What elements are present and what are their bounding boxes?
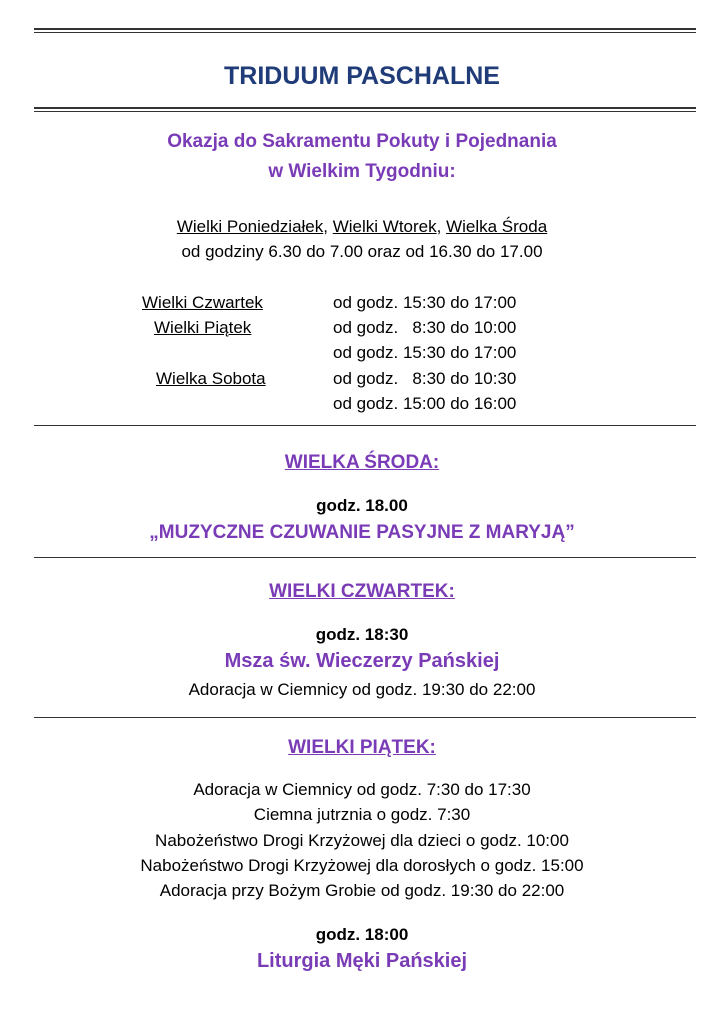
- thursday-time: godz. 18:30: [315, 625, 409, 644]
- schedule-day-friday: Wielki Piątek: [154, 318, 252, 337]
- wednesday-heading: WIELKA ŚRODA:: [284, 452, 440, 473]
- divider-2: [34, 557, 696, 558]
- wednesday-event: „MUZYCZNE CZUWANIE PASYJNE Z MARYJĄ”: [149, 522, 575, 543]
- schedule-time-friday-1: od godz. 8:30 do 10:00: [333, 318, 517, 337]
- weekday-tuesday: Wielki Wtorek: [332, 217, 437, 236]
- schedule-day-thursday: Wielki Czwartek: [142, 293, 263, 312]
- friday-event: Liturgia Męki Pańskiej: [256, 950, 468, 972]
- schedule-time-saturday-2: od godz. 15:00 do 16:00: [333, 394, 517, 413]
- friday-item-4: Nabożeństwo Drogi Krzyżowej dla dorosłych o godz. 15:00: [140, 856, 584, 875]
- confession-heading-line2: w Wielkim Tygodniu:: [268, 161, 456, 182]
- weekdays-line: [0, 217, 724, 237]
- divider-3: [34, 717, 696, 718]
- schedule-time-friday-2: od godz. 15:30 do 17:00: [333, 343, 517, 362]
- wednesday-time: godz. 18.00: [316, 496, 408, 515]
- weekday-monday: Wielki Poniedziałek: [176, 217, 324, 236]
- schedule-time-saturday-1: od godz. 8:30 do 10:30: [333, 369, 517, 388]
- top-double-rule: [34, 28, 696, 33]
- friday-heading: WIELKI PIĄTEK:: [288, 737, 436, 758]
- title-double-rule: [34, 107, 696, 112]
- weekday-wednesday: Wielka Środa: [446, 217, 548, 236]
- friday-item-5: Adoracja przy Bożym Grobie od godz. 19:30 do 22:00: [159, 881, 565, 900]
- weekdays-hours: od godziny 6.30 do 7.00 oraz od 16.30 do 17.00: [181, 242, 543, 261]
- thursday-heading: WIELKI CZWARTEK:: [269, 581, 455, 602]
- friday-item-3: Nabożeństwo Drogi Krzyżowej dla dzieci o godz. 10:00: [155, 831, 569, 850]
- page-title: TRIDUUM PASCHALNE: [224, 62, 500, 90]
- thursday-event: Msza św. Wieczerzy Pańskiej: [224, 650, 500, 672]
- weekday-sep1: ,: [323, 217, 333, 236]
- schedule-day-saturday: Wielka Sobota: [156, 369, 266, 388]
- thursday-adoration: Adoracja w Ciemnicy od godz. 19:30 do 22:00: [188, 680, 536, 699]
- friday-item-1: Adoracja w Ciemnicy od godz. 7:30 do 17:30: [193, 780, 531, 799]
- confession-heading-line1: Okazja do Sakramentu Pokuty i Pojednania: [167, 131, 557, 152]
- schedule-time-thursday: od godz. 15:30 do 17:00: [333, 293, 517, 312]
- divider-1: [34, 425, 696, 426]
- friday-item-2: Ciemna jutrznia o godz. 7:30: [253, 805, 471, 824]
- friday-time: godz. 18:00: [315, 925, 409, 944]
- weekday-sep2: ,: [436, 217, 447, 236]
